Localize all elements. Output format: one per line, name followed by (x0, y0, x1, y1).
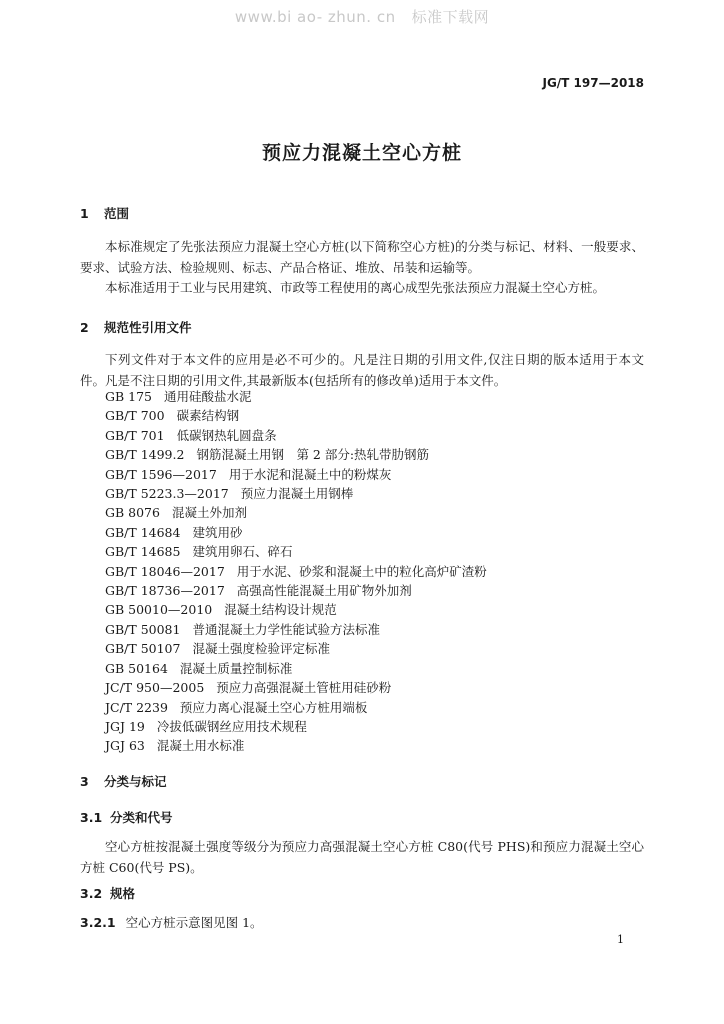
subsection-number: 3.1 (80, 810, 103, 825)
reference-code: GB 175 (105, 389, 153, 404)
clause-3-2-1 (80, 912, 644, 933)
section-number: 2 (80, 320, 89, 335)
reference-title: 预应力高强混凝土管桩用硅砂粉 (216, 680, 392, 696)
document-title: 预应力混凝土空心方桩 (261, 142, 462, 164)
reference-code: JC/T 2239 (105, 699, 168, 715)
section-2-heading (80, 318, 192, 336)
reference-code: GB/T 701 (105, 427, 165, 443)
reference-title: 用于水泥、砂浆和混凝土中的粒化高炉矿渣粉 (236, 563, 487, 579)
reference-item (105, 581, 487, 600)
reference-code: GB/T 50081 (105, 621, 181, 637)
reference-item (105, 484, 487, 503)
classification-paragraph: 空心方桩按混凝土强度等级分为预应力高强混凝土空心方桩 C80(代号 PHS)和预应力混凝土空心方桩 C60(代号 PS)。 (80, 839, 644, 875)
reference-code: GB/T 1499.2 (105, 447, 185, 463)
section-number: 1 (80, 206, 89, 221)
references-intro: 下列文件对于本文件的应用是必不可少的。凡是注日期的引用文件,仅注日期的版本适用于本文件。凡是不注日期的引用文件,其最新版本(包括所有的修改单)适用于本文件。 (80, 352, 644, 388)
watermark-site: www.bi ao- zhun. cn (234, 8, 396, 26)
reference-title: 低碳钢热轧圆盘条 (176, 427, 277, 443)
scope-paragraph-1: 本标准规定了先张法预应力混凝土空心方桩(以下简称空心方桩)的分类与标记、材料、一般要求、要求、试验方法、检验规则、标志、产品合格证、堆放、吊装和运输等。 (80, 239, 644, 275)
reference-item (105, 639, 487, 658)
reference-title: 高强高性能混凝土用矿物外加剂 (236, 583, 412, 599)
subsection-number: 3.2 (80, 886, 103, 901)
scope-paragraph-2: 本标准适用于工业与民用建筑、市政等工程使用的离心成型先张法预应力混凝土空心方桩。 (105, 280, 606, 295)
section-title: 范围 (104, 206, 130, 221)
reference-list (105, 387, 487, 756)
clause-number: 3.2.1 (80, 915, 116, 930)
reference-item (105, 659, 487, 678)
reference-code: GB/T 1596—2017 (105, 466, 217, 482)
reference-title: 建筑用卵石、碎石 (192, 544, 293, 560)
reference-item (105, 620, 487, 639)
section-title: 规范性引用文件 (104, 320, 192, 335)
section-number: 3 (80, 774, 89, 789)
reference-item (105, 717, 487, 736)
page-number: 1 (617, 933, 624, 946)
site-watermark (0, 6, 724, 27)
watermark-name: 标准下载网 (411, 8, 490, 26)
reference-title: 混凝土强度检验评定标准 (192, 641, 330, 657)
reference-title: 普通混凝土力学性能试验方法标准 (192, 621, 380, 637)
reference-title: 冷拔低碳钢丝应用技术规程 (156, 718, 307, 734)
reference-title: 建筑用砂 (192, 524, 243, 540)
reference-item (105, 426, 487, 445)
reference-title: 预应力混凝土用钢棒 (240, 486, 354, 502)
reference-code: GB/T 50107 (105, 641, 181, 657)
subsection-title: 规格 (110, 886, 136, 901)
reference-item (105, 562, 487, 581)
reference-code: JC/T 950—2005 (105, 680, 205, 696)
reference-code: GB/T 18046—2017 (105, 563, 225, 579)
reference-item (105, 387, 487, 406)
reference-item (105, 542, 487, 561)
reference-item (105, 503, 487, 522)
reference-code: GB/T 5223.3—2017 (105, 486, 229, 502)
reference-item (105, 445, 487, 464)
reference-code: GB/T 14685 (105, 544, 181, 560)
reference-item (105, 406, 487, 425)
reference-item (105, 465, 487, 484)
reference-item (105, 678, 487, 697)
reference-title: 混凝土质量控制标准 (179, 660, 293, 676)
reference-title: 混凝土用水标准 (156, 738, 245, 754)
reference-title: 预应力离心混凝土空心方桩用端板 (179, 699, 368, 715)
subsection-3-1-heading (80, 808, 173, 826)
reference-title: 混凝土结构设计规范 (224, 602, 337, 618)
subsection-title: 分类和代号 (110, 810, 173, 825)
section-1-heading (80, 204, 129, 222)
reference-title: 通用硅酸盐水泥 (164, 389, 252, 404)
reference-item (105, 600, 487, 619)
reference-title: 钢筋混凝土用钢 第 2 部分:热轧带肋钢筋 (196, 447, 430, 463)
section-3-heading (80, 772, 167, 790)
subsection-3-2-heading (80, 884, 135, 902)
section-title: 分类与标记 (104, 774, 167, 789)
reference-item (105, 523, 487, 542)
reference-code: GB/T 18736—2017 (105, 583, 225, 599)
reference-code: JGJ 19 (105, 718, 145, 734)
reference-item (105, 698, 487, 717)
reference-code: GB 8076 (105, 505, 160, 521)
reference-code: GB 50164 (105, 660, 168, 676)
reference-code: GB/T 700 (105, 408, 165, 424)
clause-text: 空心方桩示意图见图 1。 (125, 915, 263, 930)
reference-item (105, 736, 487, 755)
reference-code: JGJ 63 (105, 738, 145, 754)
reference-title: 混凝土外加剂 (171, 505, 247, 521)
reference-code: GB/T 14684 (105, 524, 181, 540)
reference-title: 用于水泥和混凝土中的粉煤灰 (228, 466, 392, 482)
reference-title: 碳素结构钢 (176, 408, 240, 424)
standard-code: JG/T 197—2018 (542, 76, 644, 90)
reference-code: GB 50010—2010 (105, 602, 213, 618)
